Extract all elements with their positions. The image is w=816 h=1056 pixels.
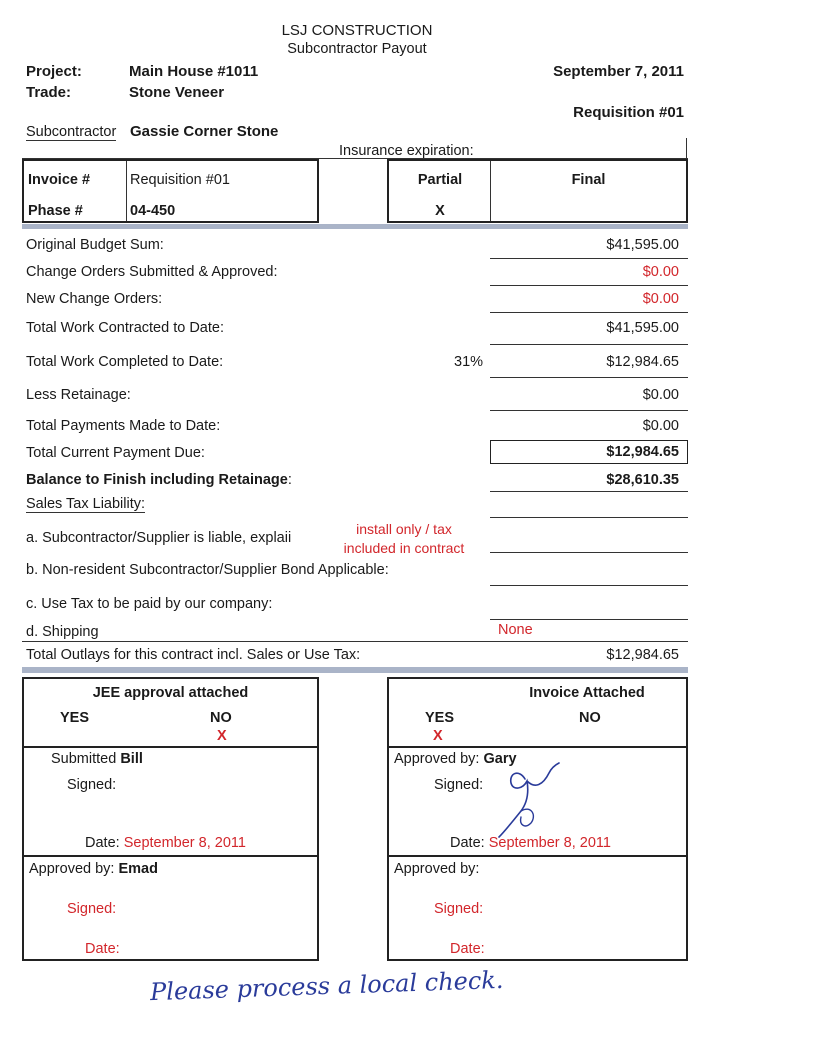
- tax-heading: Sales Tax Liability:: [26, 496, 146, 512]
- invoice-yes-mark: X: [433, 728, 443, 744]
- jee-no: NO: [210, 710, 232, 726]
- balance-label: Balance to Finish including Retainage:: [26, 472, 292, 488]
- submitted-label: Submitted Bill: [51, 751, 143, 767]
- divider: [490, 491, 688, 492]
- divider-band: [22, 224, 688, 229]
- divider: [490, 552, 688, 553]
- payments-made-label: Total Payments Made to Date:: [26, 418, 221, 434]
- approved-by-label: Approved by: Emad: [29, 861, 158, 877]
- new-change-orders-value: $0.00: [642, 291, 679, 307]
- completed-percent: 31%: [454, 354, 484, 370]
- shipping-value: None: [498, 622, 533, 638]
- total-outlays-value: $12,984.65: [606, 647, 679, 663]
- phase-value: 04-450: [130, 203, 176, 219]
- payments-made-value: $0.00: [642, 418, 679, 434]
- project-label: Project:: [26, 63, 82, 80]
- tax-d-label: d. Shipping: [26, 624, 99, 640]
- form-subtitle: Subcontractor Payout: [287, 41, 427, 57]
- trade-value: Stone Veneer: [129, 84, 225, 101]
- signature-icon: [491, 759, 581, 839]
- handwritten-note: Please process a local check.: [149, 965, 504, 1007]
- jee-yes: YES: [60, 710, 90, 726]
- approved-by-label: Approved by: Gary: [394, 751, 517, 767]
- divider-band: [22, 667, 688, 673]
- signed-2-label: Signed:: [434, 901, 484, 917]
- invoice-no: NO: [579, 710, 601, 726]
- subcontractor-value: Gassie Corner Stone: [130, 123, 279, 140]
- company-name: LSJ CONSTRUCTION: [281, 22, 433, 39]
- form-date: September 7, 2011: [553, 63, 684, 80]
- invoice-value: Requisition #01: [130, 172, 230, 188]
- project-value: Main House #1011: [129, 63, 259, 80]
- signed-label: Signed:: [434, 777, 484, 793]
- total-contracted-value: $41,595.00: [606, 320, 679, 336]
- current-due-label: Total Current Payment Due:: [26, 445, 205, 461]
- date-2-label: Date:: [85, 941, 120, 957]
- divider: [490, 377, 688, 378]
- subcontractor-label: Subcontractor: [26, 124, 117, 140]
- current-due-value: $12,984.65: [606, 444, 679, 460]
- tax-a-note: install only / tax included in contract: [343, 521, 465, 556]
- date-label: Date: September 8, 2011: [85, 835, 246, 851]
- requisition-number: Requisition #01: [573, 104, 684, 121]
- retainage-label: Less Retainage:: [26, 387, 131, 403]
- final-label: Final: [571, 172, 606, 188]
- approved-by-2-label: Approved by:: [394, 861, 480, 877]
- invoice-attached-panel: [387, 677, 688, 961]
- divider: [490, 312, 688, 313]
- phase-label: Phase #: [28, 203, 83, 219]
- total-outlays-label: Total Outlays for this contract incl. Sales or Use Tax:: [26, 647, 361, 663]
- jee-title: JEE approval attached: [92, 685, 249, 701]
- tax-b-label: b. Non-resident Subcontractor/Supplier Bond Applicable:: [26, 562, 389, 578]
- partial-label: Partial: [417, 172, 463, 188]
- divider: [490, 619, 688, 620]
- divider: [490, 517, 688, 518]
- total-completed-label: Total Work Completed to Date:: [26, 354, 224, 370]
- date-label: Date: September 8, 2011: [450, 835, 611, 851]
- balance-value: $28,610.35: [606, 472, 679, 488]
- divider: [22, 641, 688, 642]
- original-budget-label: Original Budget Sum:: [26, 237, 164, 253]
- tax-a-label: a. Subcontractor/Supplier is liable, explaii: [26, 530, 292, 546]
- change-orders-value: $0.00: [642, 264, 679, 280]
- total-contracted-label: Total Work Contracted to Date:: [26, 320, 224, 336]
- date-2-label: Date:: [450, 941, 485, 957]
- divider: [490, 585, 688, 586]
- original-budget-value: $41,595.00: [606, 237, 679, 253]
- trade-label: Trade:: [26, 84, 72, 101]
- insurance-label: Insurance expiration:: [339, 143, 474, 159]
- divider: [490, 258, 688, 259]
- signed-label: Signed:: [67, 777, 117, 793]
- jee-approval-panel: [22, 677, 319, 961]
- jee-no-mark: X: [217, 728, 227, 744]
- invoice-attached-title: Invoice Attached: [529, 685, 645, 701]
- change-orders-label: Change Orders Submitted & Approved:: [26, 264, 278, 280]
- total-completed-value: $12,984.65: [606, 354, 679, 370]
- partial-mark: X: [435, 203, 445, 219]
- invoice-box: [22, 159, 319, 223]
- divider: [686, 138, 687, 158]
- partial-final-box: [387, 159, 688, 223]
- invoice-yes: YES: [425, 710, 455, 726]
- retainage-value: $0.00: [642, 387, 679, 403]
- tax-c-label: c. Use Tax to be paid by our company:: [26, 596, 273, 612]
- divider: [490, 410, 688, 411]
- signed-2-label: Signed:: [67, 901, 117, 917]
- invoice-label: Invoice #: [28, 172, 91, 188]
- new-change-orders-label: New Change Orders:: [26, 291, 163, 307]
- divider: [490, 344, 688, 345]
- divider: [490, 285, 688, 286]
